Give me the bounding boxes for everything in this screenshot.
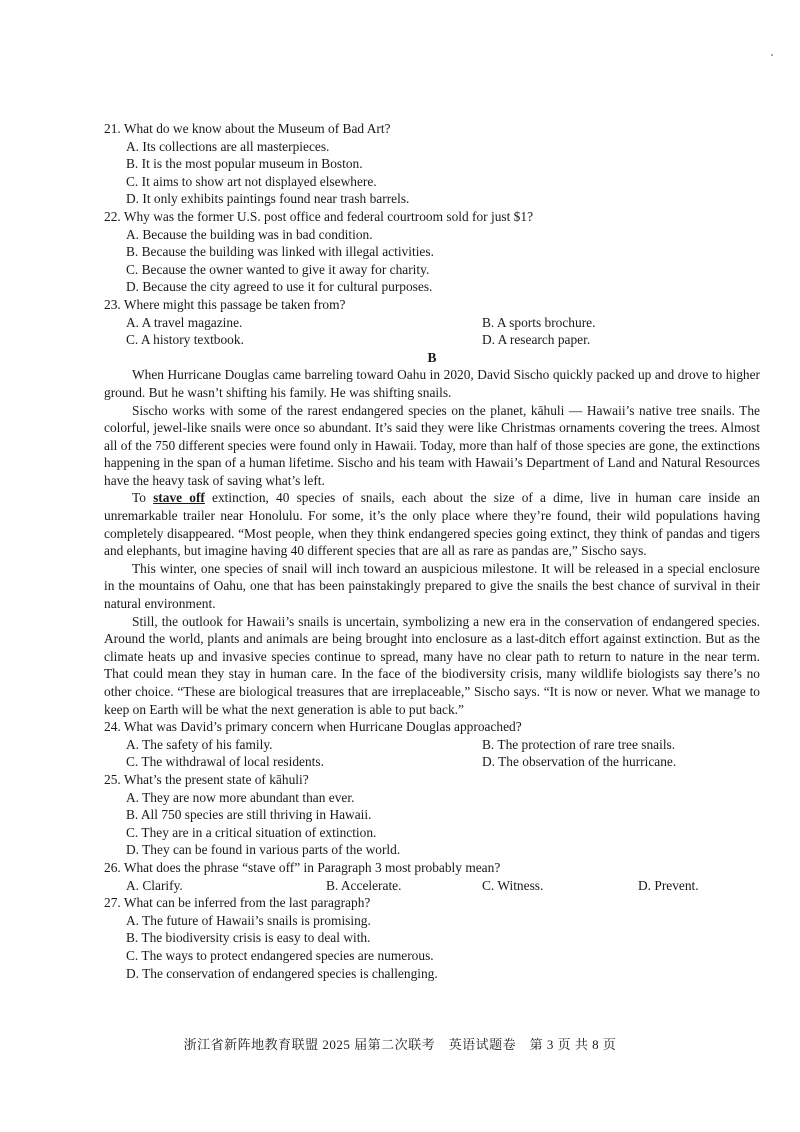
option-c: C. A history textbook.: [126, 332, 244, 348]
question-21: [104, 120, 760, 208]
option-a: A. Clarify.: [126, 877, 183, 893]
option-b: B. The protection of rare tree snails.: [482, 736, 676, 752]
option-d: D. They can be found in various parts of the world.: [126, 842, 401, 858]
option-b: B. It is the most popular museum in Boston.: [126, 156, 363, 172]
option-b: B. Accelerate.: [326, 877, 402, 893]
question-stem: 27. What can be inferred from the last paragraph?: [104, 895, 371, 911]
question-24: [104, 718, 760, 771]
option-a: A. Because the building was in bad condition.: [126, 226, 373, 242]
passage-paragraph-2: Sischo works with some of the rarest endangered species on the planet, kāhuli — Hawaii’s native tree snails. The colorful, jewel-like snails were once so abundant. It’s said they were like Christmas ornaments covering the trees. Almost all of the 750 different species were found only in Hawaii. Today, more than half of those species are gone, the extinctions happening in the span of a human lifetime. Sischo and his team with Hawaii’s Department of Land and Natural Resources have the heavy task of saving what’s left.: [104, 402, 760, 488]
option-a: A. They are now more abundant than ever.: [126, 789, 355, 805]
options-row: [126, 314, 760, 332]
option-d: D. A research paper.: [482, 332, 591, 348]
question-23: [104, 296, 760, 349]
option-c: C. Witness.: [482, 877, 544, 893]
scan-speck: [771, 54, 773, 56]
question-stem: 23. Where might this passage be taken from?: [104, 296, 346, 312]
underlined-term: stave off: [153, 490, 205, 506]
option-d: D. It only exhibits paintings found near trash barrels.: [126, 191, 410, 207]
options-row: [126, 753, 760, 771]
question-stem: 22. Why was the former U.S. post office and federal courtroom sold for just $1?: [104, 208, 534, 224]
question-26: [104, 859, 760, 894]
option-c: C. They are in a critical situation of extinction.: [126, 824, 377, 840]
option-b: B. All 750 species are still thriving in Hawaii.: [126, 807, 372, 823]
option-d: D. The conservation of endangered species is challenging.: [126, 965, 438, 981]
question-22: [104, 208, 760, 296]
option-a: A. The future of Hawaii’s snails is promising.: [126, 912, 371, 928]
section-heading: B: [427, 349, 437, 365]
option-a: A. A travel magazine.: [126, 314, 243, 330]
question-27: [104, 894, 760, 982]
option-b: B. The biodiversity crisis is easy to deal with.: [126, 930, 371, 946]
passage-paragraph-3: [104, 489, 760, 559]
question-stem: 21. What do we know about the Museum of Bad Art?: [104, 121, 391, 136]
options-row: [126, 331, 760, 349]
option-b: B. Because the building was linked with illegal activities.: [126, 244, 434, 260]
option-c: C. It aims to show art not displayed elsewhere.: [126, 173, 377, 189]
question-stem: 24. What was David’s primary concern when Hurricane Douglas approached?: [104, 719, 522, 735]
option-c: C. The withdrawal of local residents.: [126, 754, 324, 770]
option-d: D. Prevent.: [638, 877, 699, 893]
option-c: C. The ways to protect endangered species are numerous.: [126, 947, 434, 963]
paragraph-text: extinction, 40 species of snails, each about the size of a dime, live in human care inside an unremarkable trailer near Honolulu. For some, it’s the only place where they’re found, their wild populations having completely disappeared. “Most people, when they think endangered species going extinct, they think of pandas and tigers and elephants, but imagine having 40 different species that are all as rare as pandas are,” Sischo says.: [104, 490, 760, 559]
paragraph-lead: To: [132, 490, 154, 506]
option-d: D. Because the city agreed to use it for cultural purposes.: [126, 279, 433, 295]
question-25: [104, 771, 760, 859]
option-c: C. Because the owner wanted to give it away for charity.: [126, 261, 430, 277]
question-stem: 26. What does the phrase “stave off” in Paragraph 3 most probably mean?: [104, 859, 501, 875]
option-a: A. The safety of his family.: [126, 736, 273, 752]
page-footer: 浙江省新阵地教育联盟 2025 届第二次联考 英语试题卷 第 3 页 共 8 页: [183, 1037, 617, 1052]
passage-paragraph-5: Still, the outlook for Hawaii’s snails is uncertain, symbolizing a new era in the conservation of endangered species. Around the world, plants and animals are being brought into enclosure as a last-ditch effort against extinction. But as the climate heats up and invasive species continue to spread, many have no clear path to return to nature in the near term. That could mean they stay in human care. In the face of the biodiversity crisis, many wildlife biologists say there’s no other choice. “These are biological treasures that are irreplaceable,” Sischo says. “It is now or never. What we manage to keep on Earth will be what the next generation is able to put back.”: [104, 613, 760, 717]
option-a: A. Its collections are all masterpieces.: [126, 138, 330, 154]
option-b: B. A sports brochure.: [482, 314, 596, 330]
passage-paragraph-4: This winter, one species of snail will inch toward an auspicious milestone. It will be released in a special enclosure in the mountains of Oahu, one that has been painstakingly prepared to give the snails the best chance of survival in their natural environment.: [104, 560, 760, 612]
option-d: D. The observation of the hurricane.: [482, 754, 677, 770]
passage-paragraph-1: When Hurricane Douglas came barreling toward Oahu in 2020, David Sischo quickly packed up and drove to higher ground. But he wasn’t shifting his family. He was shifting snails.: [104, 367, 760, 400]
question-stem: 25. What’s the present state of kāhuli?: [104, 771, 309, 787]
options-row: [126, 736, 760, 754]
page-content: [104, 120, 760, 982]
options-row: [126, 877, 760, 895]
